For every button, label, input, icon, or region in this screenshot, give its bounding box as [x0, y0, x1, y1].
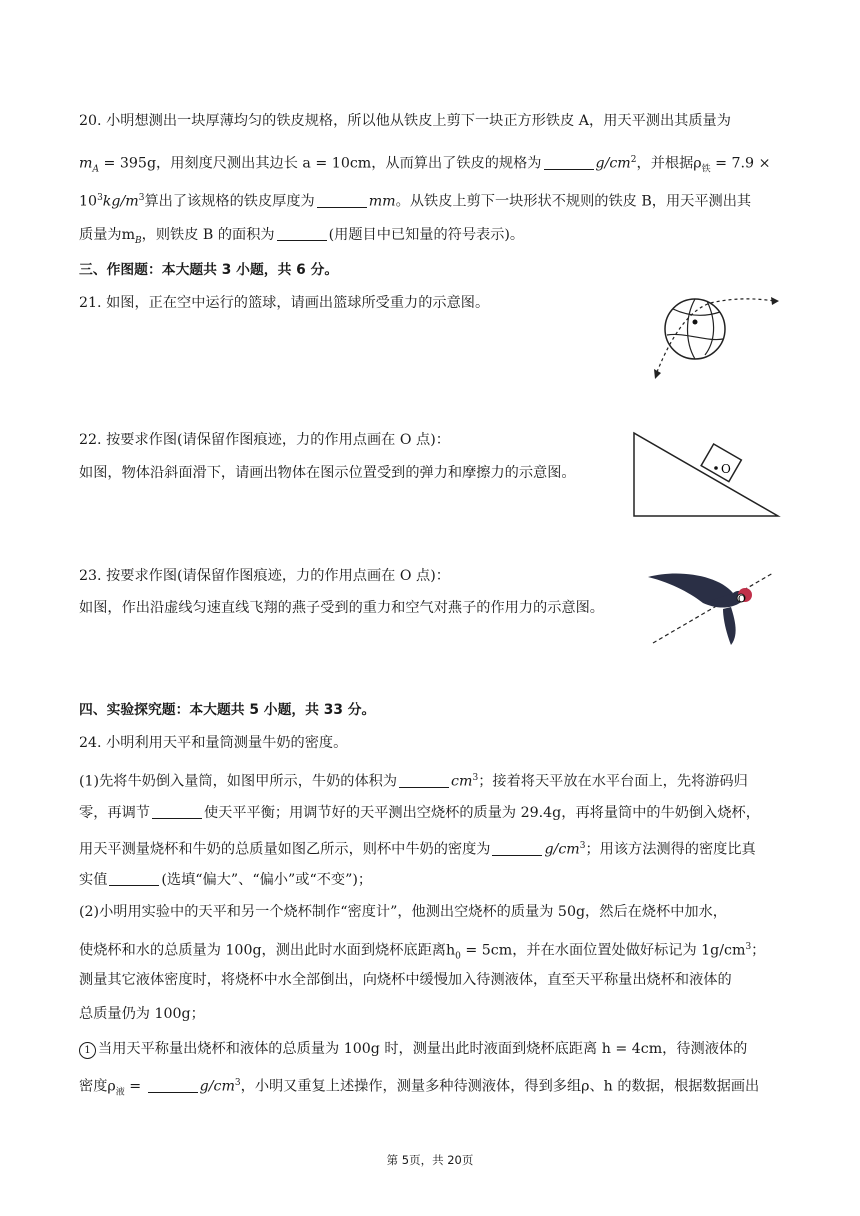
answer-blank [399, 773, 449, 788]
q24-line-2: 零，再调节 使天平平衡；用调节好的天平测出空烧杯的质量为 29.4g，再将量筒中的牛奶倒入烧杯， [79, 805, 760, 821]
q24-line-5: (2)小明用实验中的天平和另一个烧杯制作“密度计”，他测出空烧杯的质量为 50g，然后在烧杯中加水， [79, 904, 727, 920]
q20-line-1: 20. 小明想测出一块厚薄均匀的铁皮规格，所以他从铁皮上剪下一块正方形铁皮 A，用天平测出其质量为 [79, 113, 731, 129]
point-o-label: O [721, 462, 731, 476]
q22-line-2: 如图，物体沿斜面滑下，请画出物体在图示位置受到的弹力和摩擦力的示意图。 [79, 465, 576, 481]
q21-text: 21. 如图，正在空中运行的篮球，请画出篮球所受重力的示意图。 [79, 295, 490, 311]
answer-blank [544, 155, 594, 170]
basketball-figure [645, 287, 785, 387]
answer-blank [277, 226, 327, 241]
q24-line-4: 实值 (选填“偏大”、“偏小”或“不变”)； [79, 872, 373, 888]
answer-blank [492, 841, 542, 856]
section-4-heading: 四、实验探究题：本大题共 5 小题，共 33 分。 [79, 702, 376, 718]
q24-line-8: 总质量仍为 100g； [79, 1006, 205, 1022]
section-3-heading: 三、作图题：本大题共 3 小题，共 6 分。 [79, 262, 339, 278]
q23-line-2: 如图，作出沿虚线匀速直线飞翔的燕子受到的重力和空气对燕子的作用力的示意图。 [79, 600, 604, 616]
q24-line-10: 密度$\rho_液 = g/cm^3$，小明又重复上述操作，测量多种待测液体，得到多组ρ、h 的数据，根据数据画出 [79, 1078, 760, 1098]
page-footer: 第 5页，共 20页 [386, 1153, 474, 1167]
q24-line-3: 用天平测量烧杯和牛奶的总质量如图乙所示，则杯中牛奶的密度为 $g/cm^3$；用该方法测得的密度比真 [79, 841, 756, 858]
q22-line-1: 22. 按要求作图(请保留作图痕迹，力的作用点画在 O 点)： [79, 432, 450, 448]
q20-line-4: 质量为$m_B$，则铁皮 B 的面积为 (用题目中已知量的符号表示)。 [79, 227, 525, 246]
q24-line-7: 测量其它液体密度时，将烧杯中水全部倒出，向烧杯中缓慢加入待测液体，直至天平称量出烧杯和液体的 [79, 972, 732, 988]
answer-blank [148, 1078, 198, 1093]
swallow-figure [643, 565, 778, 650]
q20-line-2: $m_A = 395g$，用刻度尺测出其边长 a = 10cm，从而算出了铁皮的规格为 $g/cm^2$，并根据$\rho_铁 = 7.9$ × [79, 155, 771, 175]
answer-blank [152, 804, 202, 819]
answer-blank [317, 193, 367, 208]
circled-number: 1 [79, 1042, 96, 1059]
point-o-label: O [738, 595, 746, 605]
q23-line-1: 23. 按要求作图(请保留作图痕迹，力的作用点画在 O 点)： [79, 568, 450, 584]
q24-line-0: 24. 小明利用天平和量筒测量牛奶的密度。 [79, 735, 348, 751]
q24-line-1: (1)先将牛奶倒入量筒，如图甲所示，牛奶的体积为 $cm^3$；接着将天平放在水平台面上，先将游码归 [79, 773, 748, 790]
q24-line-6: 使烧杯和水的总质量为 100g，测出此时水面到烧杯底距离$h_0 = 5cm$，并在水面位置处做好标记为 $1g/cm^3$； [79, 942, 766, 962]
answer-blank [109, 871, 159, 886]
incline-figure [632, 430, 782, 520]
q20-line-3: $10^3kg/m^3$算出了该规格的铁皮厚度为 mm。从铁皮上剪下一块形状不规则的铁皮 B，用天平测出其 [79, 193, 752, 210]
q24-line-9: 1 当用天平称量出烧杯和液体的总质量为 100g 时，测量出此时液面到烧杯底距离 h = 4cm，待测液体的 [79, 1039, 747, 1059]
